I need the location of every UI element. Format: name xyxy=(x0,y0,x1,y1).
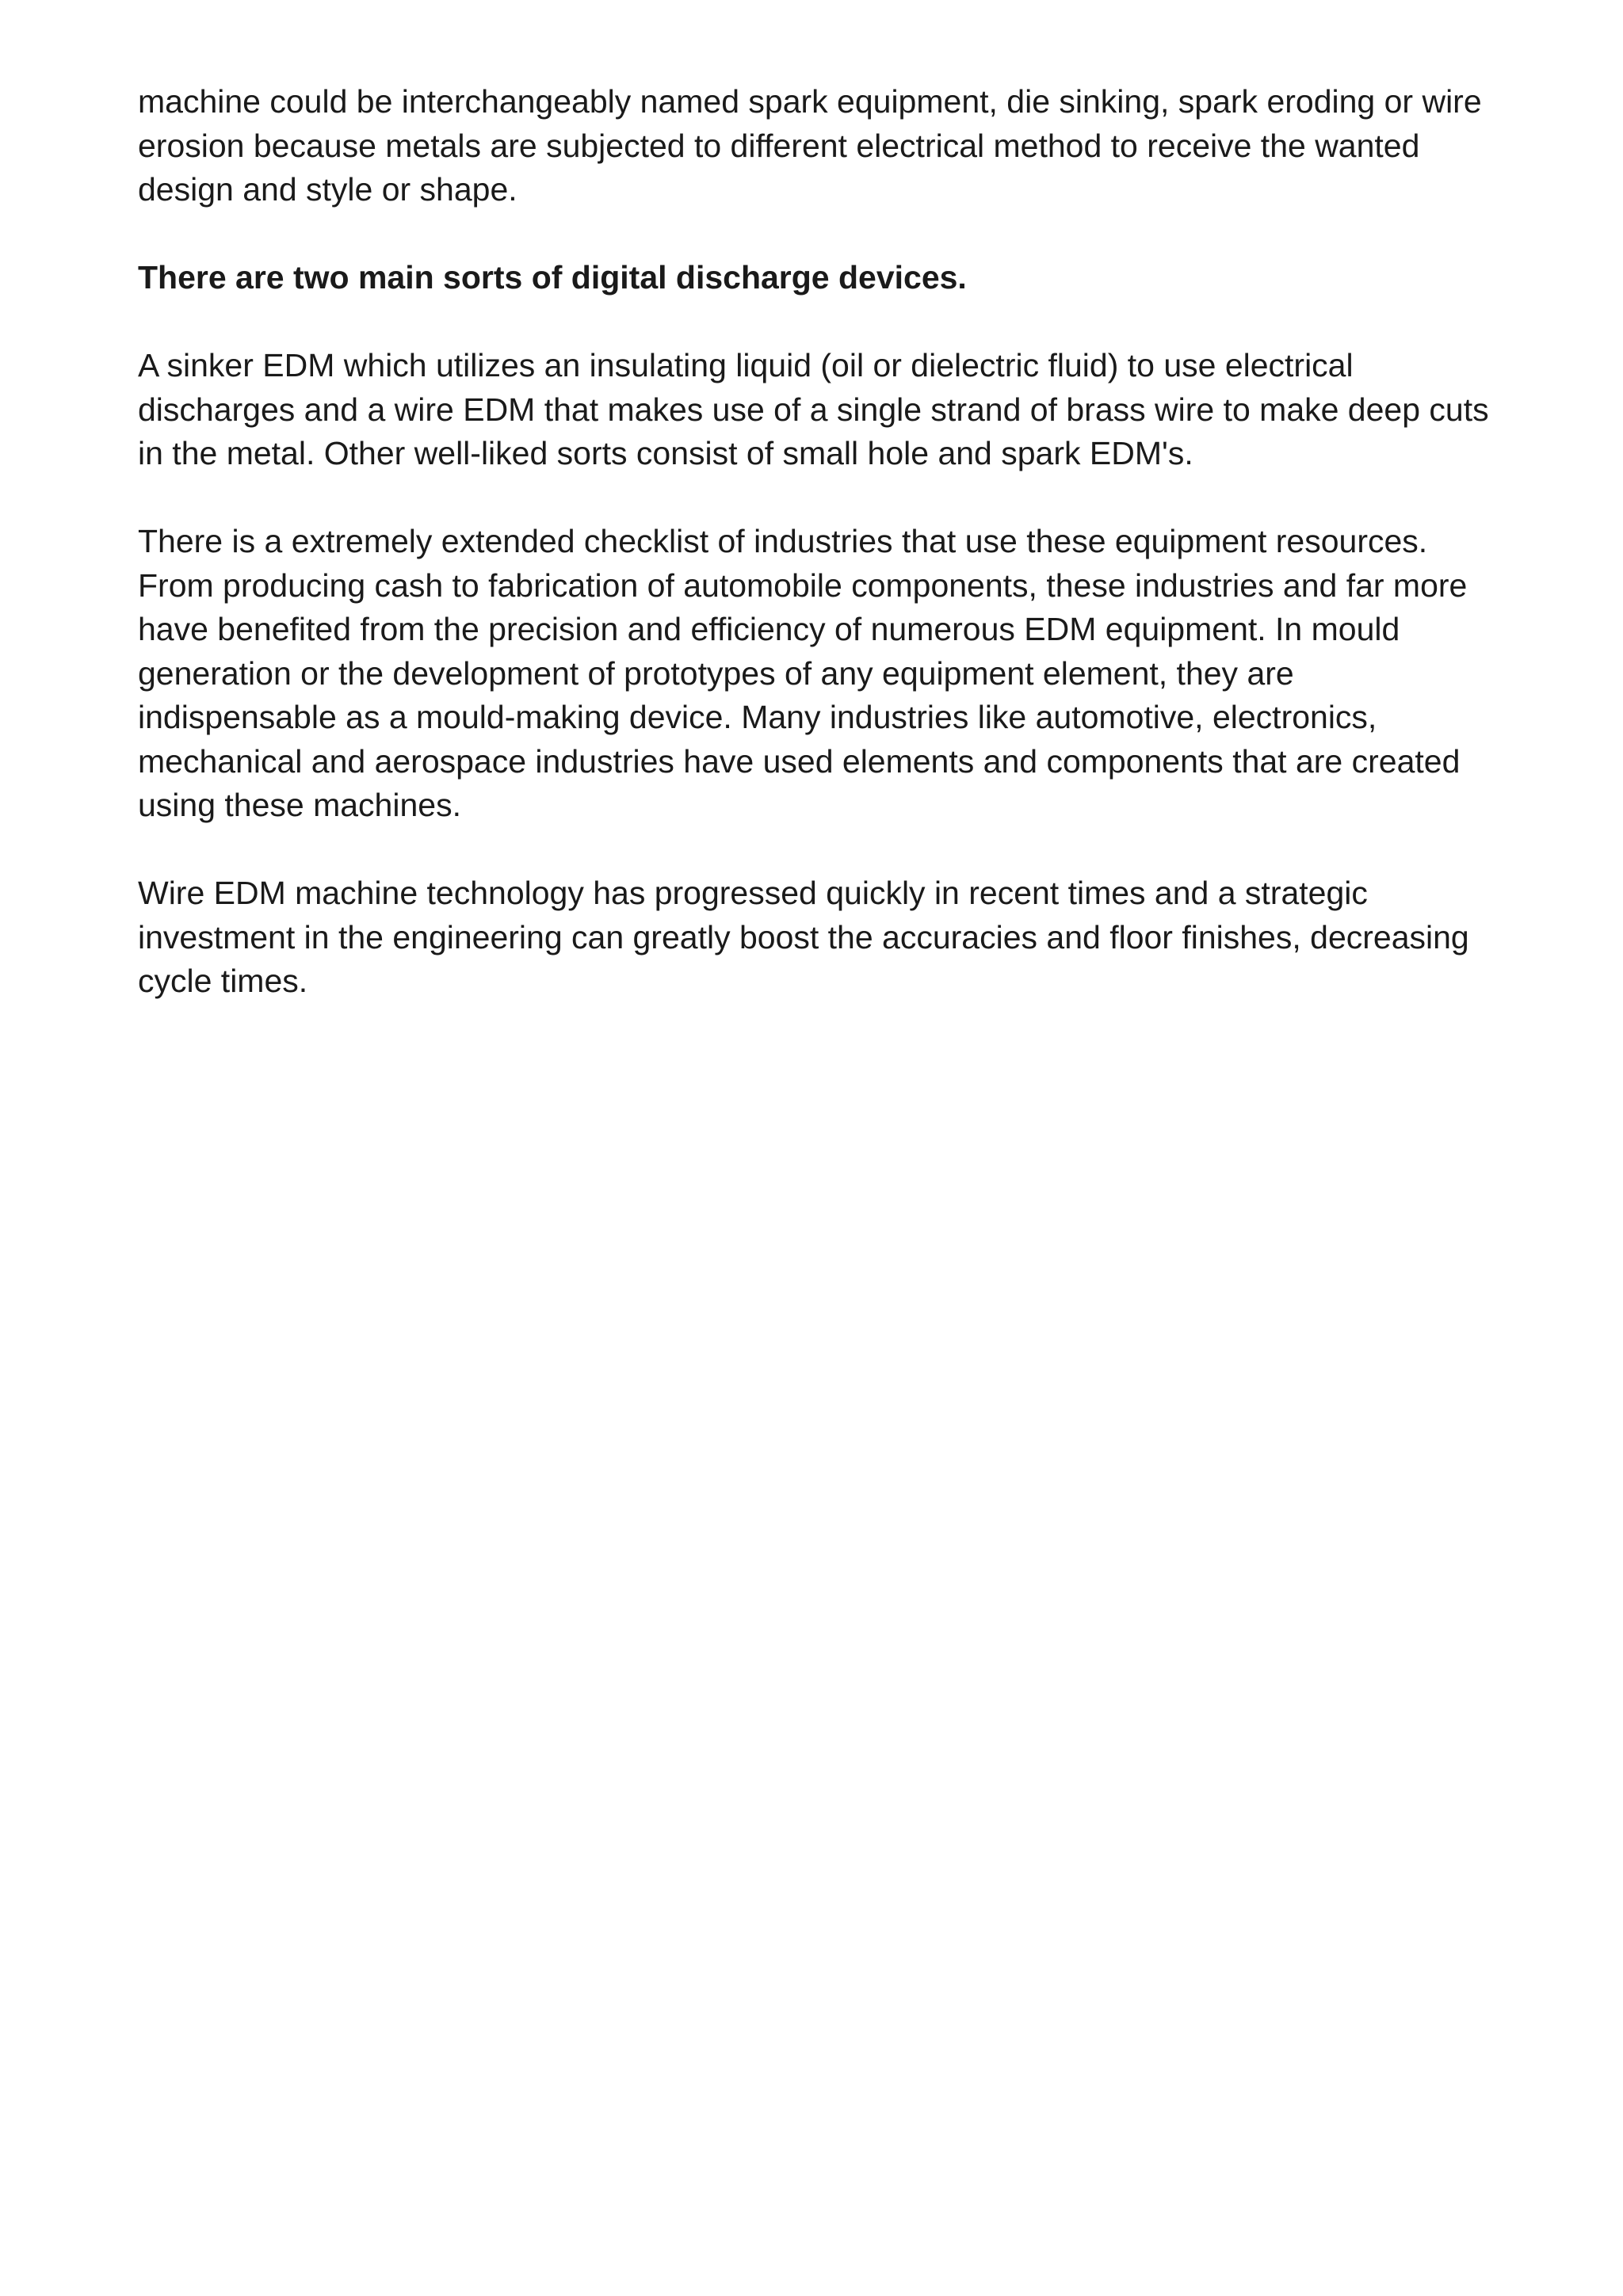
paragraph-edm-types: A sinker EDM which utilizes an insulating liquid (oil or dielectric fluid) to use electrical discharges and a wire EDM that makes use of a single strand of brass wire to make deep cuts in the metal. Other well-liked sorts consist of small hole and spark EDM's. xyxy=(138,347,1489,471)
paragraph-industries: There is a extremely extended checklist of industries that use these equipment resources. From producing cash to fabrication of automobile components, these industries and far more have benefited from the precision and efficiency of numerous EDM equipment. In mould generation or the development of prototypes of any equipment element, they are indispensable as a mould-making device. Many industries like automotive, electronics, mechanical and aerospace industries have used elements and components that are created using these machines. xyxy=(138,523,1468,823)
paragraph-edm-names: machine could be interchangeably named spark equipment, die sinking, spark eroding or wire erosion because metals are subjected to different electrical method to receive the wanted design and style or shape. xyxy=(138,83,1482,208)
document-body xyxy=(138,80,1501,1047)
paragraph-wire-edm-technology: Wire EDM machine technology has progressed quickly in recent times and a strategic investment in the engineering can greatly boost the accuracies and floor finishes, decreasing cycle times. xyxy=(138,875,1469,999)
section-heading: There are two main sorts of digital discharge devices. xyxy=(138,259,967,296)
